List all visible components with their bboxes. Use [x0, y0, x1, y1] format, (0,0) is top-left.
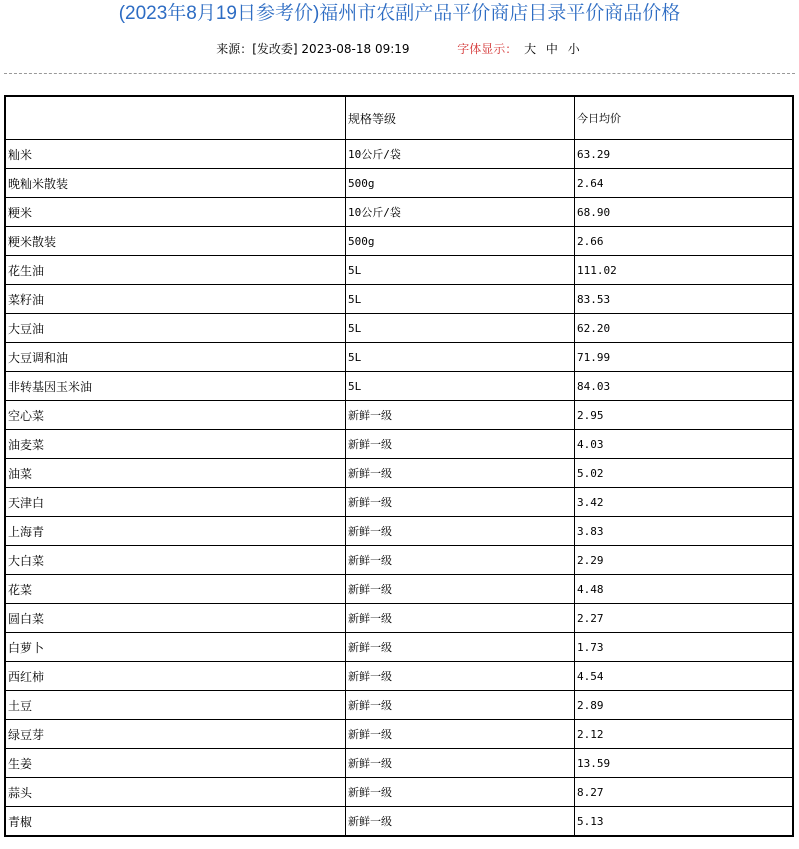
spec-cell: 新鲜一级 [346, 749, 575, 778]
publish-datetime: 2023-08-18 09:19 [301, 42, 410, 56]
font-size-medium-link[interactable]: 中 [545, 42, 558, 56]
table-row [5, 314, 793, 343]
table-row [5, 140, 793, 169]
font-size-large-link[interactable]: 大 [524, 42, 537, 56]
table-row [5, 633, 793, 662]
spec-cell: 新鲜一级 [346, 720, 575, 749]
price-cell: 2.12 [575, 720, 794, 749]
table-row [5, 807, 793, 837]
spec-cell: 10公斤/袋 [346, 198, 575, 227]
header-divider [4, 73, 795, 74]
commodity-name-cell: 圆白菜 [5, 604, 346, 633]
font-size-small-link[interactable]: 小 [567, 42, 580, 56]
price-cell: 4.03 [575, 430, 794, 459]
commodity-name-cell: 籼米 [5, 140, 346, 169]
table-row [5, 459, 793, 488]
price-cell: 13.59 [575, 749, 794, 778]
spec-cell: 10公斤/袋 [346, 140, 575, 169]
table-row [5, 778, 793, 807]
table-row [5, 604, 793, 633]
commodity-name-cell: 油麦菜 [5, 430, 346, 459]
commodity-name-cell: 粳米散装 [5, 227, 346, 256]
commodity-name-cell: 花生油 [5, 256, 346, 285]
commodity-name-cell: 土豆 [5, 691, 346, 720]
commodity-name-cell: 菜籽油 [5, 285, 346, 314]
header-cell-price: 今日均价 [575, 96, 794, 140]
spec-cell: 5L [346, 285, 575, 314]
price-cell: 4.54 [575, 662, 794, 691]
commodity-name-cell: 天津白 [5, 488, 346, 517]
spec-cell: 新鲜一级 [346, 633, 575, 662]
spec-cell: 新鲜一级 [346, 546, 575, 575]
spec-cell: 500g [346, 227, 575, 256]
table-row [5, 343, 793, 372]
price-cell: 2.27 [575, 604, 794, 633]
spec-cell: 5L [346, 314, 575, 343]
commodity-name-cell: 上海青 [5, 517, 346, 546]
spec-cell: 新鲜一级 [346, 517, 575, 546]
commodity-name-cell: 油菜 [5, 459, 346, 488]
commodity-name-cell: 大豆调和油 [5, 343, 346, 372]
price-cell: 5.02 [575, 459, 794, 488]
table-row [5, 546, 793, 575]
price-cell: 84.03 [575, 372, 794, 401]
table-header-row [5, 96, 793, 140]
commodity-name-cell: 大白菜 [5, 546, 346, 575]
commodity-name-cell: 大豆油 [5, 314, 346, 343]
price-cell: 4.48 [575, 575, 794, 604]
spec-cell: 新鲜一级 [346, 691, 575, 720]
source-label: 来源：[发改委] [216, 42, 298, 56]
commodity-name-cell: 青椒 [5, 807, 346, 837]
price-cell: 3.83 [575, 517, 794, 546]
spec-cell: 新鲜一级 [346, 430, 575, 459]
spec-cell: 5L [346, 372, 575, 401]
spec-cell: 新鲜一级 [346, 488, 575, 517]
table-row [5, 285, 793, 314]
spec-cell: 新鲜一级 [346, 807, 575, 837]
price-cell: 1.73 [575, 633, 794, 662]
table-row [5, 430, 793, 459]
price-cell: 83.53 [575, 285, 794, 314]
commodity-name-cell: 生姜 [5, 749, 346, 778]
article-meta [0, 40, 799, 58]
table-row [5, 575, 793, 604]
commodity-name-cell: 白萝卜 [5, 633, 346, 662]
table-row [5, 662, 793, 691]
table-row [5, 169, 793, 198]
price-cell: 8.27 [575, 778, 794, 807]
price-cell: 2.66 [575, 227, 794, 256]
spec-cell: 新鲜一级 [346, 575, 575, 604]
commodity-name-cell: 绿豆芽 [5, 720, 346, 749]
price-cell: 2.29 [575, 546, 794, 575]
table-row [5, 691, 793, 720]
font-size-label: 字体显示： [457, 42, 518, 56]
spec-cell: 新鲜一级 [346, 604, 575, 633]
header-cell-name [5, 96, 346, 140]
price-cell: 111.02 [575, 256, 794, 285]
table-row [5, 227, 793, 256]
commodity-name-cell: 粳米 [5, 198, 346, 227]
commodity-name-cell: 非转基因玉米油 [5, 372, 346, 401]
commodity-name-cell: 晚籼米散装 [5, 169, 346, 198]
table-row [5, 517, 793, 546]
price-cell: 2.64 [575, 169, 794, 198]
price-table [4, 95, 794, 837]
price-cell: 3.42 [575, 488, 794, 517]
price-cell: 68.90 [575, 198, 794, 227]
table-row [5, 720, 793, 749]
commodity-name-cell: 西红柿 [5, 662, 346, 691]
commodity-name-cell: 空心菜 [5, 401, 346, 430]
table-row [5, 401, 793, 430]
table-row [5, 749, 793, 778]
spec-cell: 5L [346, 256, 575, 285]
price-cell: 71.99 [575, 343, 794, 372]
spec-cell: 5L [346, 343, 575, 372]
table-row [5, 198, 793, 227]
price-cell: 62.20 [575, 314, 794, 343]
page-title: (2023年8月19日参考价)福州市农副产品平价商店目录平价商品价格 [118, 3, 681, 24]
price-cell: 5.13 [575, 807, 794, 837]
commodity-name-cell: 花菜 [5, 575, 346, 604]
spec-cell: 新鲜一级 [346, 401, 575, 430]
price-cell: 2.95 [575, 401, 794, 430]
table-row [5, 372, 793, 401]
spec-cell: 新鲜一级 [346, 459, 575, 488]
table-row [5, 488, 793, 517]
header-cell-spec: 规格等级 [346, 96, 575, 140]
commodity-name-cell: 蒜头 [5, 778, 346, 807]
price-cell: 63.29 [575, 140, 794, 169]
spec-cell: 新鲜一级 [346, 662, 575, 691]
spec-cell: 500g [346, 169, 575, 198]
table-row [5, 256, 793, 285]
spec-cell: 新鲜一级 [346, 778, 575, 807]
price-cell: 2.89 [575, 691, 794, 720]
